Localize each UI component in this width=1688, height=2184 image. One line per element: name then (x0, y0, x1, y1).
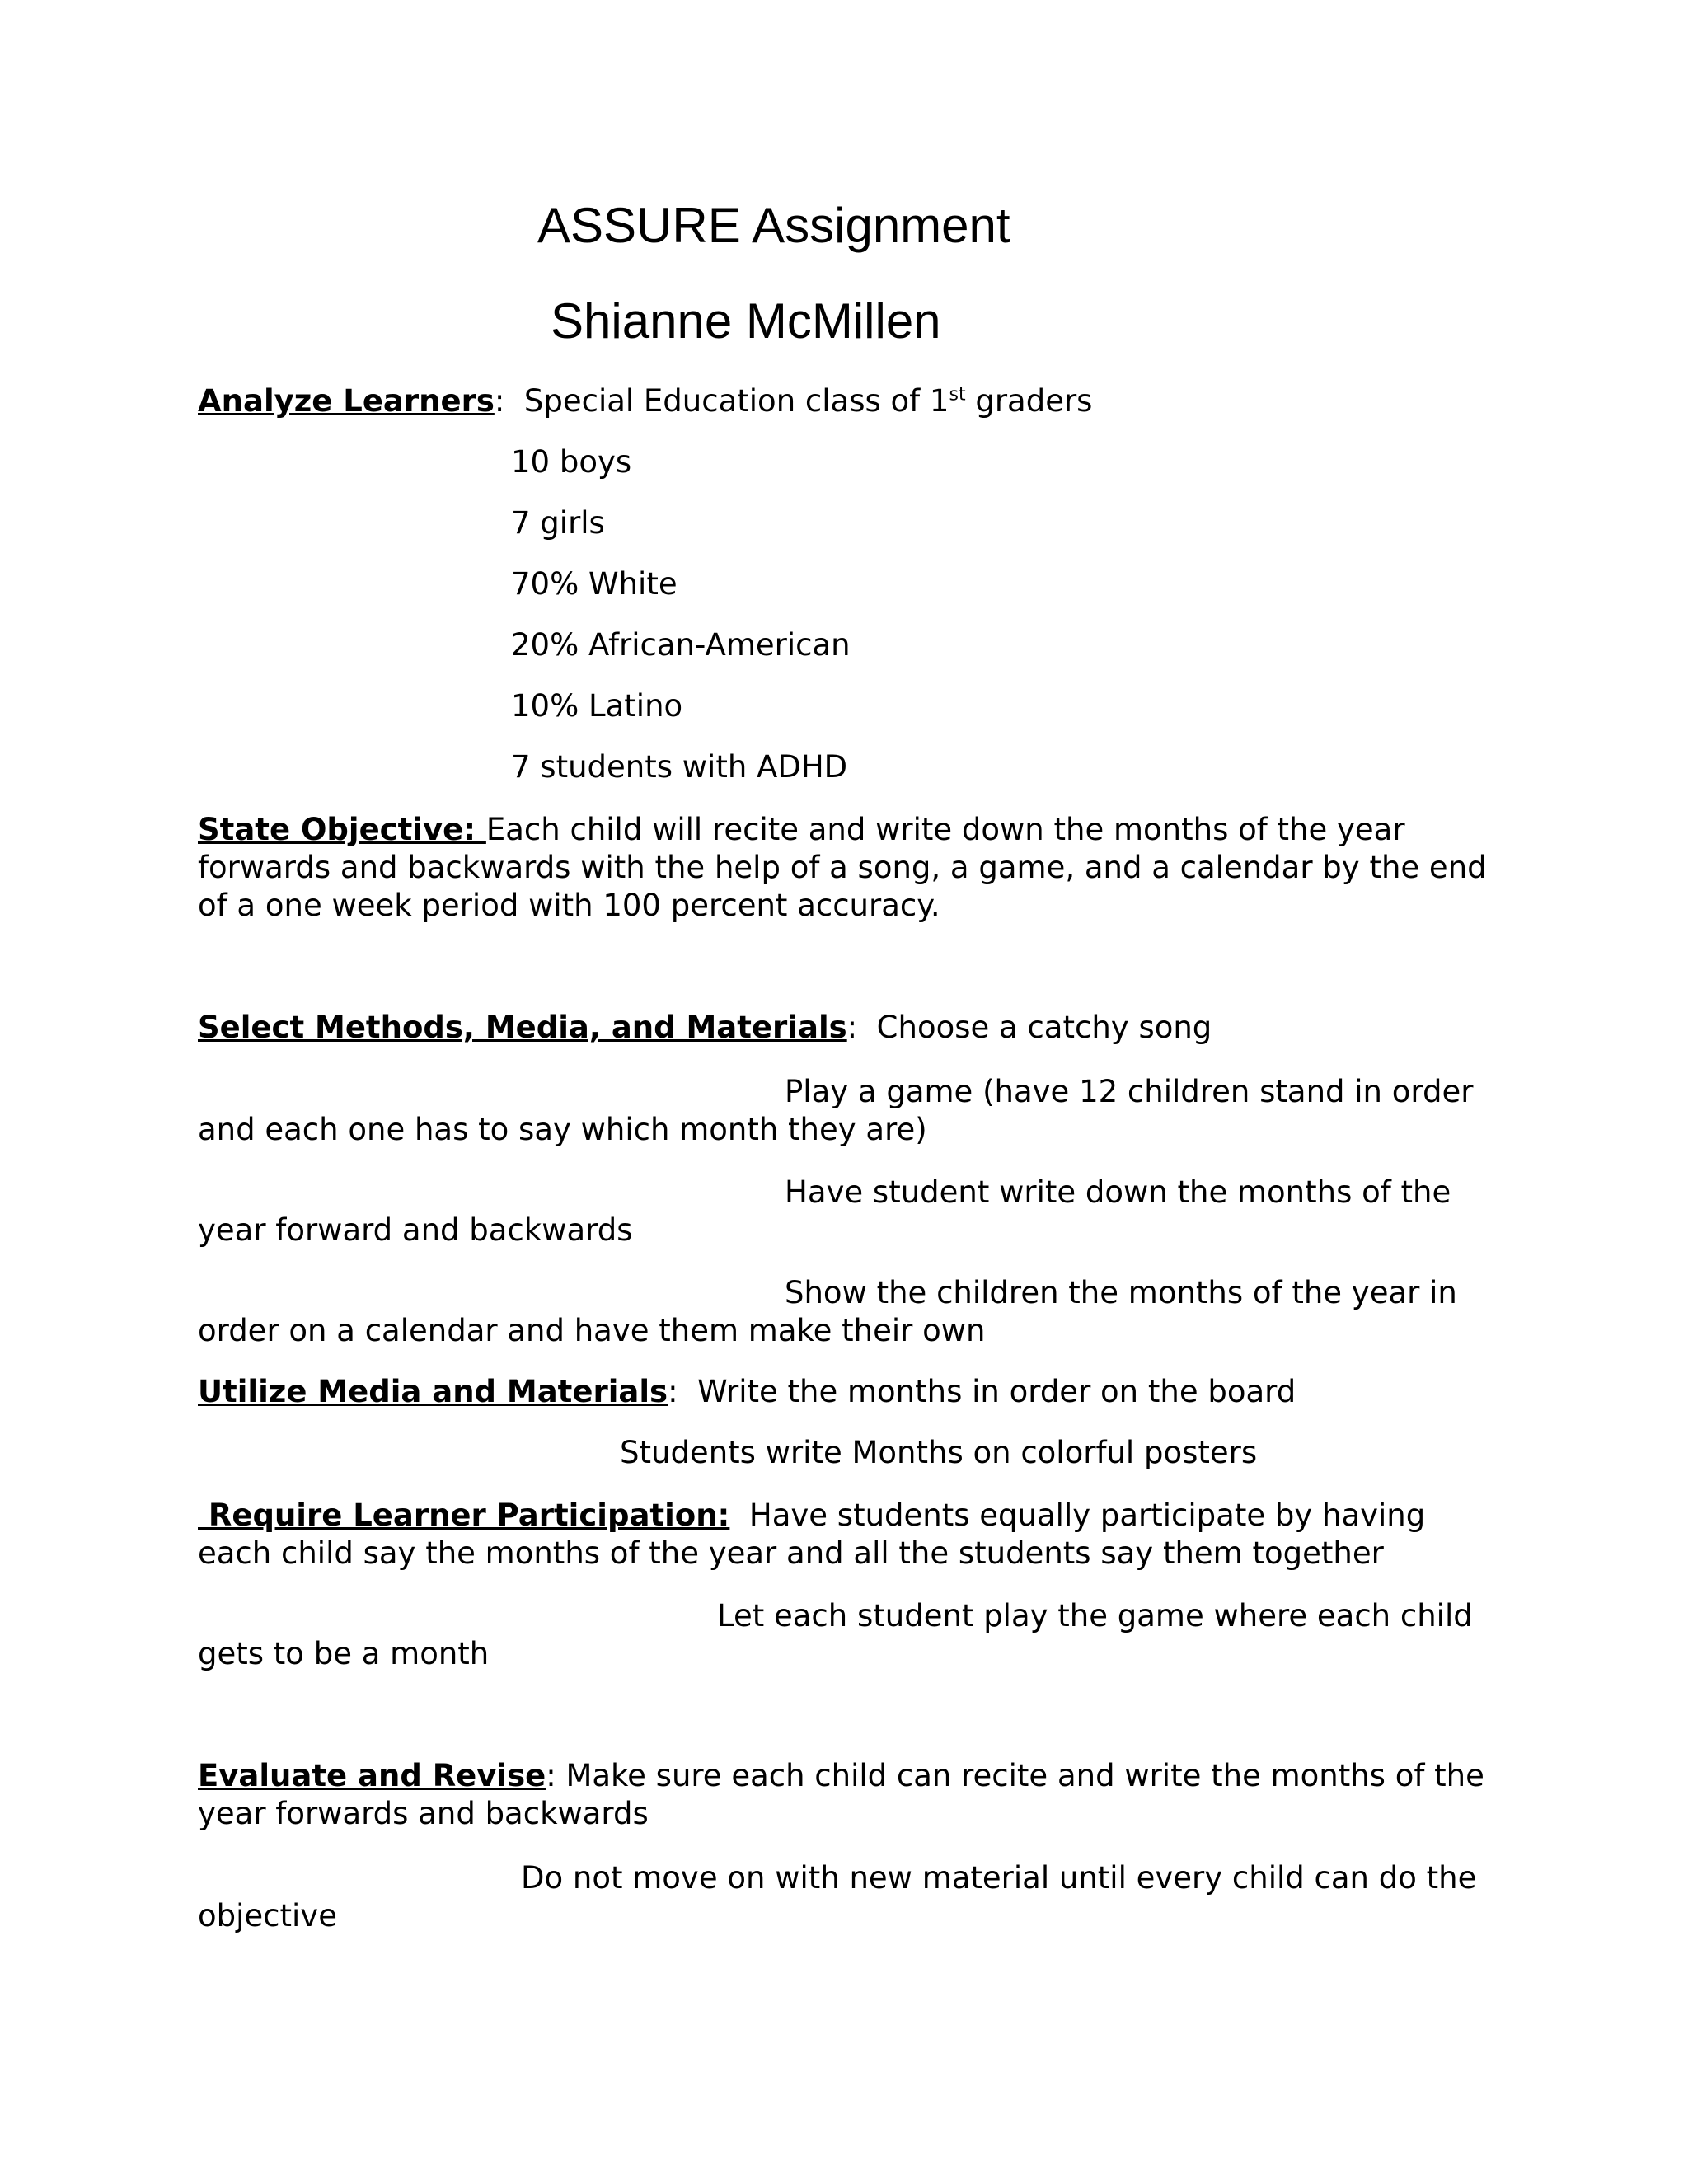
learner-item: 7 students with ADHD (511, 749, 848, 785)
utilize-media-label: Utilize Media and Materials (198, 1374, 668, 1409)
select-item-wrap: and each one has to say which month they are) (198, 1112, 927, 1147)
analyze-first-suffix: graders (965, 383, 1093, 419)
evaluate-revise-paragraph (198, 1757, 1500, 1833)
select-item-wrap: year forward and backwards (198, 1212, 633, 1248)
analyze-learners-sep: : (494, 383, 505, 419)
require-second-indent: Let each student play the game where each child (717, 1598, 1473, 1633)
select-item-indent: Play a game (have 12 children stand in order (785, 1074, 1474, 1109)
select-item-wrap: order on a calendar and have them make their own (198, 1313, 986, 1348)
select-methods-label: Select Methods, Media, and Materials (198, 1010, 847, 1045)
analyze-first-sup: st (949, 384, 966, 405)
evaluate-second-indent: Do not move on with new material until every child can do the (521, 1860, 1477, 1896)
state-objective-paragraph (198, 811, 1500, 925)
utilize-media-second: Students write Months on colorful posters (620, 1435, 1258, 1470)
utilize-media-sep: : (668, 1374, 678, 1409)
analyze-learners-label: Analyze Learners (198, 383, 495, 419)
require-participation-text: Have students equally participate by having each child say the months of the year and all the students say them together (198, 1497, 1426, 1571)
learner-item: 10 boys (511, 444, 632, 480)
evaluate-revise-text: Make sure each child can recite and write the months of the year forwards and backwards (198, 1758, 1484, 1831)
select-item-indent: Have student write down the months of the (785, 1174, 1451, 1210)
evaluate-second-wrap: objective (198, 1898, 337, 1933)
learner-item: 70% White (511, 566, 678, 602)
select-item-indent: Show the children the months of the year in (785, 1275, 1457, 1310)
state-objective-label: State Objective: (198, 812, 486, 847)
document-title: ASSURE Assignment (537, 198, 1010, 253)
select-methods-first: Choose a catchy song (876, 1010, 1212, 1045)
evaluate-revise-sep: : (546, 1758, 556, 1793)
evaluate-revise-label: Evaluate and Revise (198, 1758, 546, 1793)
select-methods-sep: : (846, 1010, 858, 1045)
analyze-first-prefix: Special Education class of 1 (523, 383, 950, 419)
select-methods-first-line (198, 1009, 1212, 1047)
state-objective-text: Each child will recite and write down the months of the year forwards and backwards with the help of a song, a game, and a calendar by the end of a one week period with 100 percent accuracy. (198, 812, 1487, 923)
learner-item: 10% Latino (511, 688, 683, 724)
require-participation-paragraph (198, 1497, 1500, 1572)
learner-item: 7 girls (511, 505, 605, 541)
analyze-learners-first-line (198, 382, 1092, 420)
utilize-media-first: Write the months in order on the board (697, 1374, 1296, 1409)
require-second-wrap: gets to be a month (198, 1636, 490, 1671)
author-name: Shianne McMillen (551, 293, 941, 349)
utilize-media-first-line (198, 1373, 1296, 1411)
require-participation-label: Require Learner Participation: (198, 1497, 730, 1533)
learner-item: 20% African-American (511, 627, 851, 663)
